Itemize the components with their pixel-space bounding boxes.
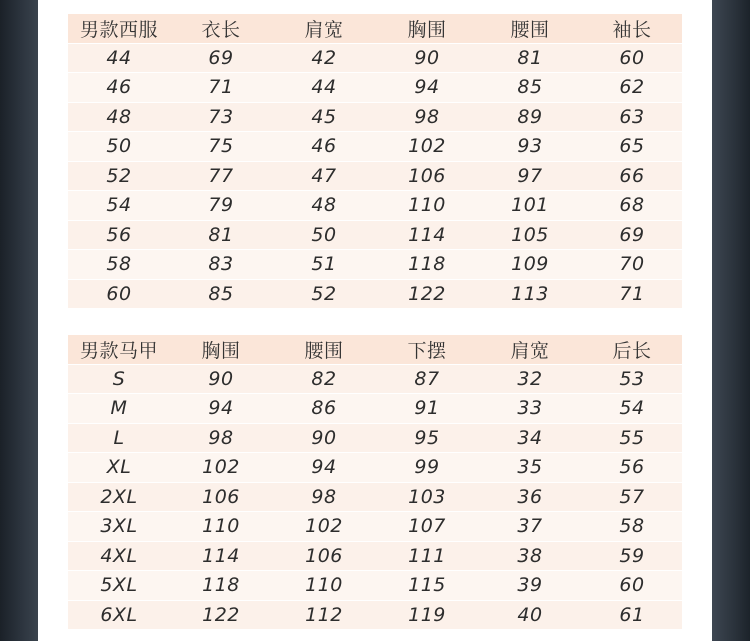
suit-table-cell: 85 [517, 76, 543, 99]
suit-table-cell: 58 [106, 253, 132, 276]
vest-table-cell: L [113, 426, 125, 449]
vest-table-cell: 106 [305, 544, 343, 567]
suit-table-cell: 89 [517, 105, 543, 128]
suit-table-cell: 54 [106, 194, 132, 217]
suit-table-cell: 110 [408, 194, 446, 217]
suit-table-cell: 83 [208, 253, 234, 276]
suit-table-row [68, 103, 682, 133]
suit-table-header-cell: 胸围 [407, 18, 447, 41]
suit-table-row [68, 221, 682, 251]
suit-table-row [68, 162, 682, 192]
vest-table-cell: 3XL [100, 515, 138, 538]
suit-table-cell: 114 [408, 223, 446, 246]
vest-table-header-cell: 腰围 [304, 339, 344, 362]
vest-table-cell: 4XL [100, 544, 138, 567]
vest-table-header-cell: 肩宽 [510, 339, 550, 362]
suit-table-cell: 62 [619, 76, 645, 99]
vest-table-cell: XL [106, 456, 132, 479]
vest-table-cell: 122 [202, 603, 240, 626]
suit-table-cell: 45 [311, 105, 337, 128]
suit-table-header-cell: 肩宽 [304, 18, 344, 41]
suit-table-cell: 42 [311, 46, 337, 69]
vest-table-cell: 102 [202, 456, 240, 479]
suit-table-header-cell: 男款西服 [79, 18, 158, 41]
vest-table-cell: S [112, 367, 126, 390]
suit-table-cell: 101 [511, 194, 549, 217]
suit-table-cell: 93 [517, 135, 543, 158]
vest-table-row [68, 365, 682, 395]
suit-table-cell: 52 [311, 282, 337, 305]
suit-table-cell: 51 [311, 253, 337, 276]
vest-table-cell: 58 [619, 515, 645, 538]
vest-table-cell: 57 [619, 485, 645, 508]
suit-table-cell: 105 [511, 223, 549, 246]
suit-table-cell: 113 [511, 282, 549, 305]
vest-table-cell: 115 [408, 574, 446, 597]
vest-table-cell: 119 [408, 603, 446, 626]
vest-table-cell: 61 [619, 603, 645, 626]
suit-table-cell: 81 [517, 46, 543, 69]
suit-table-cell: 79 [208, 194, 234, 217]
vest-table-cell: 103 [408, 485, 446, 508]
suit-table-header-cell: 袖长 [612, 18, 652, 41]
suit-table-cell: 85 [208, 282, 234, 305]
vest-table-cell: 53 [619, 367, 645, 390]
suit-table-header-row [68, 14, 682, 44]
vest-table-cell: 5XL [100, 574, 138, 597]
suit-table-cell: 71 [208, 76, 234, 99]
vest-table-header-cell: 下摆 [407, 339, 447, 362]
suit-table-cell: 81 [208, 223, 234, 246]
suit-table-cell: 73 [208, 105, 234, 128]
vest-table-cell: 2XL [100, 485, 138, 508]
vest-table-row [68, 483, 682, 513]
suit-table-header-cell: 衣长 [201, 18, 241, 41]
vest-table-cell: 60 [619, 574, 645, 597]
vest-table-cell: 39 [517, 574, 543, 597]
suit-table-cell: 70 [619, 253, 645, 276]
vest-table-cell: 110 [202, 515, 240, 538]
vest-table-row [68, 394, 682, 424]
vest-table-cell: 82 [311, 367, 337, 390]
suit-table-cell: 52 [106, 164, 132, 187]
suit-table-cell: 97 [517, 164, 543, 187]
suit-table-cell: 106 [408, 164, 446, 187]
vest-table-cell: 36 [517, 485, 543, 508]
vest-table-cell: 87 [414, 367, 440, 390]
suit-table-cell: 94 [414, 76, 440, 99]
vest-table-cell: 94 [311, 456, 337, 479]
vest-table-cell: 90 [311, 426, 337, 449]
vest-table-cell: 37 [517, 515, 543, 538]
suit-table-cell: 75 [208, 135, 234, 158]
vest-table-cell: 110 [305, 574, 343, 597]
vest-table-cell: 114 [202, 544, 240, 567]
vest-table-row [68, 512, 682, 542]
vest-table-row [68, 571, 682, 601]
suit-table-row [68, 191, 682, 221]
suit-table-cell: 68 [619, 194, 645, 217]
suit-table-cell: 102 [408, 135, 446, 158]
suit-table-cell: 44 [106, 46, 132, 69]
vest-table-cell: 112 [305, 603, 343, 626]
suit-table-header-cell: 腰围 [510, 18, 550, 41]
vest-table-cell: 38 [517, 544, 543, 567]
vest-table-cell: M [110, 397, 128, 420]
suit-table-cell: 48 [106, 105, 132, 128]
suit-table-cell: 118 [408, 253, 446, 276]
suit-table-cell: 109 [511, 253, 549, 276]
suit-table-cell: 98 [414, 105, 440, 128]
vest-table-cell: 118 [202, 574, 240, 597]
vest-table-cell: 86 [311, 397, 337, 420]
suit-table-cell: 48 [311, 194, 337, 217]
vest-table-header-row [68, 335, 682, 365]
vest-table-cell: 32 [517, 367, 543, 390]
vest-table-cell: 54 [619, 397, 645, 420]
suit-table-cell: 122 [408, 282, 446, 305]
vest-table-cell: 59 [619, 544, 645, 567]
vest-table-cell: 106 [202, 485, 240, 508]
vest-table-cell: 91 [414, 397, 440, 420]
suit-table-cell: 71 [619, 282, 645, 305]
suit-table-cell: 90 [414, 46, 440, 69]
suit-table-cell: 56 [106, 223, 132, 246]
vest-table-header-cell: 男款马甲 [79, 339, 158, 362]
suit-table-cell: 66 [619, 164, 645, 187]
vest-table-cell: 56 [619, 456, 645, 479]
vest-table-cell: 102 [305, 515, 343, 538]
suit-table-cell: 50 [311, 223, 337, 246]
suit-table-row [68, 73, 682, 103]
suit-table-cell: 46 [311, 135, 337, 158]
suit-table-cell: 77 [208, 164, 234, 187]
vest-table-cell: 55 [619, 426, 645, 449]
suit-table-cell: 60 [619, 46, 645, 69]
vest-table-cell: 94 [208, 397, 234, 420]
suit-table-row [68, 132, 682, 162]
vest-table-row [68, 453, 682, 483]
vest-table-cell: 95 [414, 426, 440, 449]
vest-table-cell: 6XL [100, 603, 138, 626]
suit-table-cell: 69 [619, 223, 645, 246]
vest-table-header-cell: 胸围 [201, 339, 241, 362]
suit-size-table [68, 14, 682, 309]
vest-table-cell: 98 [311, 485, 337, 508]
vest-table-row [68, 542, 682, 572]
vest-table-cell: 40 [517, 603, 543, 626]
suit-table-row [68, 280, 682, 310]
vest-table-cell: 107 [408, 515, 446, 538]
vest-table-cell: 99 [414, 456, 440, 479]
vest-table-cell: 111 [408, 544, 446, 567]
suit-table-row [68, 250, 682, 280]
suit-table-cell: 63 [619, 105, 645, 128]
vest-table-cell: 90 [208, 367, 234, 390]
suit-table-row [68, 44, 682, 74]
vest-size-table [68, 335, 682, 630]
suit-table-cell: 47 [311, 164, 337, 187]
vest-table-cell: 98 [208, 426, 234, 449]
suit-table-cell: 50 [106, 135, 132, 158]
suit-table-cell: 69 [208, 46, 234, 69]
vest-table-row [68, 601, 682, 631]
vest-table-cell: 33 [517, 397, 543, 420]
suit-table-cell: 65 [619, 135, 645, 158]
suit-table-cell: 44 [311, 76, 337, 99]
vest-table-header-cell: 后长 [612, 339, 652, 362]
vest-table-row [68, 424, 682, 454]
vest-table-cell: 34 [517, 426, 543, 449]
suit-table-cell: 60 [106, 282, 132, 305]
vest-table-cell: 35 [517, 456, 543, 479]
suit-table-cell: 46 [106, 76, 132, 99]
